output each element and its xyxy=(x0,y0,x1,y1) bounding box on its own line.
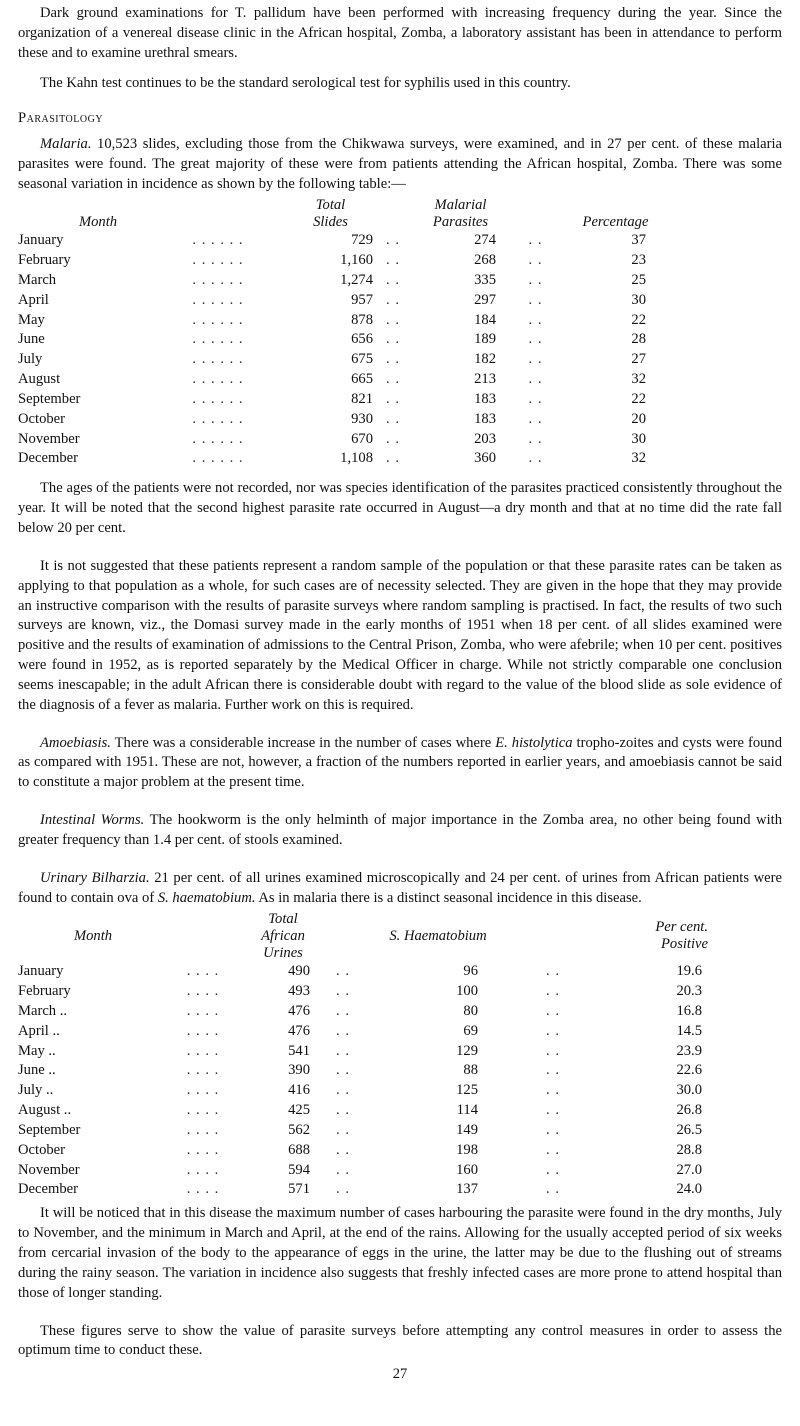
table-row xyxy=(18,1022,708,1042)
leader-dots: . . xyxy=(336,1161,350,1178)
leader-dots: . . xyxy=(386,331,400,348)
leader-dots: . . xyxy=(546,1022,560,1039)
header-s-haematobium: S. Haematobium xyxy=(389,927,487,944)
leader-dots: . . xyxy=(546,1141,560,1158)
month-cell: October xyxy=(18,410,66,427)
percent-positive-cell: 20.3 xyxy=(676,983,702,999)
paragraph-malaria xyxy=(18,135,782,195)
month-cell: April xyxy=(18,291,49,308)
bilharzia-table-header xyxy=(18,911,708,963)
percent-positive-cell: 19.6 xyxy=(676,963,702,980)
percent-positive-cell: 14.5 xyxy=(676,1022,702,1039)
table-row xyxy=(18,410,668,430)
table-row xyxy=(18,1121,708,1141)
table-row xyxy=(18,1180,708,1200)
header-month: Month xyxy=(73,927,113,944)
bilharzia-label: Urinary Bilharzia. xyxy=(40,869,150,886)
leader-dots: . . xyxy=(546,1002,560,1019)
total-urines-cell: 425 xyxy=(288,1102,310,1119)
total-urines-cell: 541 xyxy=(288,1042,310,1059)
percent-positive-cell: 26.8 xyxy=(676,1102,702,1119)
month-cell: January xyxy=(18,963,64,980)
leader-dots: . . xyxy=(546,1102,560,1119)
percentage-cell: 27 xyxy=(631,351,646,368)
month-cell: April .. xyxy=(18,1022,60,1039)
table-row xyxy=(18,251,668,271)
percent-positive-cell: 30.0 xyxy=(676,1082,702,1099)
leader-dots: . . xyxy=(528,351,543,368)
leader-dots: . . xyxy=(336,1022,350,1039)
total-slides-cell: 878 xyxy=(351,311,373,328)
haematobium-cell: 114 xyxy=(456,1102,478,1119)
month-cell: June xyxy=(18,331,45,348)
leader-dots: . . xyxy=(386,232,400,249)
leader-dots: . . xyxy=(546,1082,560,1099)
malaria-label: Malaria. xyxy=(40,136,92,153)
leader-dots: . . . . xyxy=(186,1181,220,1198)
leader-dots: . . xyxy=(386,390,400,407)
total-urines-cell: 390 xyxy=(288,1062,310,1079)
leader-dots: . . . . . . xyxy=(192,390,244,407)
leader-dots: . . xyxy=(336,1102,350,1119)
leader-dots: . . xyxy=(528,232,543,249)
total-urines-cell: 476 xyxy=(288,1022,310,1039)
parasites-cell: 335 xyxy=(474,271,496,288)
percentage-cell: 28 xyxy=(631,331,646,348)
percentage-cell: 22 xyxy=(631,390,646,407)
leader-dots: . . xyxy=(336,963,350,980)
percentage-cell: 32 xyxy=(631,450,646,467)
leader-dots: . . xyxy=(528,271,543,288)
leader-dots: . . xyxy=(386,430,400,447)
paragraph-random-sample: It is not suggested that these patients represent a random sample of the population or that these parasite rates can be taken as applying to that population as a whole, for such cases are of necessity selected. They are given in the hope that they may provide an instructive comparison with the results of parasite surveys where random sampling is practised. In fact, the results of two such surveys are known, viz., the Domasi survey made in the early months of 1951 when 18 per cent. of all slides examined were positive and the results of examination of admissions to the Central Prison, Zomba, who were afebrile; when 10 per cent. positives were found in 1952, as is reported separately by the Medical Officer in charge. While not strictly comparable one conclusion seems inescapable; in the adult African there is considerable doubt with regard to the value of the blood slide as sole evidence of the diagnosis of a fever as malaria. Further work on this is required. xyxy=(18,557,782,713)
leader-dots: . . xyxy=(386,252,400,269)
leader-dots: . . xyxy=(336,1042,350,1059)
percent-positive-cell: 16.8 xyxy=(676,1002,702,1019)
leader-dots: . . xyxy=(386,410,400,427)
leader-dots: . . xyxy=(336,1062,350,1079)
paragraph-dark-ground: Dark ground examinations for T. pallidum have been performed with increasing frequency during the year. Since the organization of a venereal disease clinic in the African hospital, Zomba, a laboratory assistant has been in attendance to perform these and to examine urethral smears. xyxy=(18,5,782,61)
parasites-cell: 203 xyxy=(474,430,496,447)
table-row xyxy=(18,311,668,331)
leader-dots: . . xyxy=(336,1121,350,1138)
leader-dots: . . . . . . xyxy=(192,430,244,447)
total-slides-cell: 675 xyxy=(351,351,373,368)
percentage-cell: 23 xyxy=(631,252,646,269)
leader-dots: . . xyxy=(546,963,560,980)
leader-dots: . . . . . . xyxy=(192,410,244,427)
paragraph-figures-serve: These figures serve to show the value of parasite surveys before attempting any control measures in order to assess the optimum time to conduct these. xyxy=(18,1322,782,1359)
malaria-table-header xyxy=(18,197,668,231)
leader-dots: . . xyxy=(386,291,400,308)
table-row xyxy=(18,1042,708,1062)
table-row xyxy=(18,291,668,311)
parasites-cell: 183 xyxy=(474,410,496,427)
leader-dots: . . xyxy=(528,252,543,269)
haematobium-cell: 100 xyxy=(456,983,478,999)
parasites-cell: 297 xyxy=(474,291,496,308)
month-cell: October xyxy=(18,1141,66,1158)
table-row xyxy=(18,271,668,291)
haematobium-cell: 129 xyxy=(456,1042,478,1059)
amoebiasis-text-a: There was a considerable increase in the number of cases where xyxy=(110,734,496,751)
leader-dots: . . . . xyxy=(186,1082,220,1099)
paragraph-kahn-test: The Kahn test continues to be the standard serological test for syphilis used in this country. xyxy=(40,74,571,91)
paragraph-ages: The ages of the patients were not recorded, nor was species identification of the parasites practiced consistently throughout the year. It will be noted that the second highest parasite rate occurred in August—a dry month and that at no time did the rate fall below 20 per cent. xyxy=(18,480,782,536)
header-total-slides: Total Slides xyxy=(313,196,348,230)
month-cell: September xyxy=(18,390,81,407)
bilharzia-text-b: As in malaria there is a distinct seasonal incidence in this disease. xyxy=(255,889,642,906)
month-cell: July .. xyxy=(18,1082,54,1099)
total-urines-cell: 416 xyxy=(288,1082,310,1099)
month-cell: March .. xyxy=(18,1002,68,1019)
leader-dots: . . . . . . xyxy=(192,311,244,328)
haematobium-cell: 160 xyxy=(456,1161,478,1178)
total-slides-cell: 821 xyxy=(351,390,373,407)
leader-dots: . . xyxy=(546,1062,560,1079)
parasites-cell: 182 xyxy=(474,351,496,368)
leader-dots: . . xyxy=(386,450,400,467)
total-urines-cell: 476 xyxy=(288,1002,310,1019)
percentage-cell: 22 xyxy=(631,311,646,328)
percentage-cell: 30 xyxy=(631,430,646,447)
table-row xyxy=(18,430,668,450)
leader-dots: . . xyxy=(546,983,560,999)
total-slides-cell: 665 xyxy=(351,371,373,388)
paragraph-intestinal-worms xyxy=(18,811,782,851)
parasites-cell: 189 xyxy=(474,331,496,348)
table-row xyxy=(18,982,708,1002)
percent-positive-cell: 28.8 xyxy=(676,1141,702,1158)
haematobium-cell: 88 xyxy=(463,1062,478,1079)
table-row xyxy=(18,1161,708,1181)
leader-dots: . . xyxy=(528,311,543,328)
leader-dots: . . . . xyxy=(186,1141,220,1158)
month-cell: February xyxy=(18,252,71,269)
leader-dots: . . . . . . xyxy=(192,291,244,308)
table-row xyxy=(18,449,668,469)
page-number: 27 xyxy=(392,1366,408,1383)
parasites-cell: 274 xyxy=(474,232,496,249)
leader-dots: . . . . xyxy=(186,1121,220,1138)
total-slides-cell: 1,160 xyxy=(340,252,373,269)
leader-dots: . . xyxy=(528,430,543,447)
total-slides-cell: 1,108 xyxy=(340,450,373,467)
header-total-african-urines: Total African Urines xyxy=(261,910,305,961)
leader-dots: . . . . xyxy=(186,1022,220,1039)
month-cell: May .. xyxy=(18,1042,56,1059)
total-slides-cell: 1,274 xyxy=(340,271,373,288)
table-row xyxy=(18,1101,708,1121)
worms-text: The hookworm is the only helminth of major importance in the Zomba area, no other being found with greater frequency than 1.4 per cent. of stools examined. xyxy=(18,812,782,848)
percent-positive-cell: 23.9 xyxy=(676,1042,702,1059)
month-cell: September xyxy=(18,1121,81,1138)
haematobium-cell: 69 xyxy=(463,1022,478,1039)
leader-dots: . . xyxy=(336,1181,350,1198)
month-cell: August .. xyxy=(18,1102,72,1119)
table-row xyxy=(18,1061,708,1081)
month-cell: June .. xyxy=(18,1062,56,1079)
table-row xyxy=(18,350,668,370)
month-cell: January xyxy=(18,232,64,249)
leader-dots: . . xyxy=(528,291,543,308)
header-malarial-parasites: Malarial Parasites xyxy=(432,196,489,230)
total-urines-cell: 688 xyxy=(288,1141,310,1158)
table-row xyxy=(18,390,668,410)
leader-dots: . . xyxy=(386,351,400,368)
total-slides-cell: 729 xyxy=(351,232,373,249)
month-cell: May xyxy=(18,311,45,328)
leader-dots: . . xyxy=(336,1141,350,1158)
malaria-text: 10,523 slides, excluding those from the Chikwawa surveys, were examined, and in 27 per cent. of these malaria parasites were found. The great majority of these were from patients attending the African hospital, Zomba. There was some seasonal variation in incidence as shown by the following table:— xyxy=(18,136,782,192)
worms-label: Intestinal Worms. xyxy=(40,812,145,829)
leader-dots: . . . . xyxy=(186,1002,220,1019)
leader-dots: . . xyxy=(546,1181,560,1198)
header-per-cent-positive: Per cent. Positive xyxy=(655,919,708,953)
paragraph-seasonal-notice: It will be noticed that in this disease the maximum number of cases harbouring the parasite were found in the dry months, July to November, and the minimum in March and April, at the end of the rains. Allowing for the usually accepted period of six weeks from cercarial invasion of the body to the appearance of eggs in the urine, the latter may be due to the flushing out of streams during the rainy season. The variation in incidence also suggests that freshly infected cases are more prone to attend hospital than those of longer standing. xyxy=(18,1205,782,1301)
month-cell: November xyxy=(18,430,80,447)
table-row xyxy=(18,1141,708,1161)
table-row xyxy=(18,962,708,982)
leader-dots: . . xyxy=(528,390,543,407)
leader-dots: . . . . . . xyxy=(192,271,244,288)
leader-dots: . . xyxy=(386,311,400,328)
bilharzia-table xyxy=(18,911,708,1201)
document-page xyxy=(18,4,782,1385)
parasites-cell: 184 xyxy=(474,311,496,328)
section-heading-parasitology: Parasitology xyxy=(18,110,104,127)
leader-dots: . . xyxy=(386,371,400,388)
parasites-cell: 360 xyxy=(474,450,496,467)
bilharzia-species: S. haematobium. xyxy=(157,889,256,906)
leader-dots: . . xyxy=(546,1161,560,1178)
parasites-cell: 183 xyxy=(474,390,496,407)
leader-dots: . . . . . . xyxy=(192,450,244,467)
leader-dots: . . xyxy=(336,983,350,999)
table-row xyxy=(18,231,668,251)
percentage-cell: 32 xyxy=(631,371,646,388)
percentage-cell: 37 xyxy=(631,232,646,249)
leader-dots: . . . . . . xyxy=(192,371,244,388)
amoebiasis-label: Amoebiasis. xyxy=(40,734,111,751)
leader-dots: . . xyxy=(528,331,543,348)
leader-dots: . . xyxy=(336,1082,350,1099)
month-cell: July xyxy=(18,351,43,368)
paragraph-urinary-bilharzia xyxy=(18,869,782,909)
header-month: Month xyxy=(78,213,118,230)
percent-positive-cell: 22.6 xyxy=(676,1062,702,1079)
bilharzia-text-a: 21 per cent. of all urines examined microscopically and 24 per cent. of urines from African patients were found to contain ova of xyxy=(18,869,782,906)
table-row xyxy=(18,1002,708,1022)
total-urines-cell: 493 xyxy=(288,983,310,999)
month-cell: December xyxy=(18,450,78,467)
table-row xyxy=(18,1081,708,1101)
leader-dots: . . xyxy=(528,410,543,427)
month-cell: November xyxy=(18,1161,80,1178)
month-cell: December xyxy=(18,1181,78,1198)
haematobium-cell: 80 xyxy=(463,1002,478,1019)
haematobium-cell: 198 xyxy=(456,1141,478,1158)
haematobium-cell: 125 xyxy=(456,1082,478,1099)
parasites-cell: 213 xyxy=(474,371,496,388)
leader-dots: . . . . . . xyxy=(192,232,244,249)
amoebiasis-text-b: tropho-zoites and cysts were found as compared with 1951. These are not, however, a fraction of the numbers reported in earlier years, and amoebiasis cannot be said to constitute a major problem at the present time. xyxy=(18,734,783,791)
leader-dots: . . . . . . xyxy=(192,351,244,368)
leader-dots: . . . . xyxy=(186,983,220,999)
leader-dots: . . . . xyxy=(186,1102,220,1119)
leader-dots: . . xyxy=(546,1042,560,1059)
leader-dots: . . xyxy=(528,450,543,467)
amoebiasis-species: E. histolytica xyxy=(495,734,573,751)
leader-dots: . . . . . . xyxy=(192,252,244,269)
percent-positive-cell: 27.0 xyxy=(676,1161,702,1178)
percentage-cell: 30 xyxy=(631,291,646,308)
malaria-table xyxy=(18,197,668,470)
leader-dots: . . xyxy=(546,1121,560,1138)
percent-positive-cell: 26.5 xyxy=(676,1121,702,1138)
haematobium-cell: 149 xyxy=(456,1121,478,1138)
leader-dots: . . xyxy=(386,271,400,288)
leader-dots: . . xyxy=(528,371,543,388)
table-row xyxy=(18,370,668,390)
percentage-cell: 25 xyxy=(631,271,646,288)
leader-dots: . . . . xyxy=(186,1042,220,1059)
leader-dots: . . . . xyxy=(186,1161,220,1178)
leader-dots: . . xyxy=(336,1002,350,1019)
header-percentage: Percentage xyxy=(582,213,649,230)
total-urines-cell: 594 xyxy=(288,1161,310,1178)
month-cell: February xyxy=(18,983,71,999)
leader-dots: . . . . xyxy=(186,1062,220,1079)
leader-dots: . . . . . . xyxy=(192,331,244,348)
total-slides-cell: 670 xyxy=(351,430,373,447)
total-slides-cell: 656 xyxy=(351,331,373,348)
haematobium-cell: 137 xyxy=(456,1181,478,1198)
percent-positive-cell: 24.0 xyxy=(676,1181,702,1198)
total-slides-cell: 957 xyxy=(351,291,373,308)
total-urines-cell: 562 xyxy=(288,1121,310,1138)
haematobium-cell: 96 xyxy=(463,963,478,980)
month-cell: March xyxy=(18,271,57,288)
parasites-cell: 268 xyxy=(474,252,496,269)
percentage-cell: 20 xyxy=(631,410,646,427)
paragraph-amoebiasis xyxy=(18,734,782,794)
total-slides-cell: 930 xyxy=(351,410,373,427)
table-row xyxy=(18,330,668,350)
total-urines-cell: 490 xyxy=(288,963,310,980)
total-urines-cell: 571 xyxy=(288,1181,310,1198)
month-cell: August xyxy=(18,371,61,388)
leader-dots: . . . . xyxy=(186,963,220,980)
